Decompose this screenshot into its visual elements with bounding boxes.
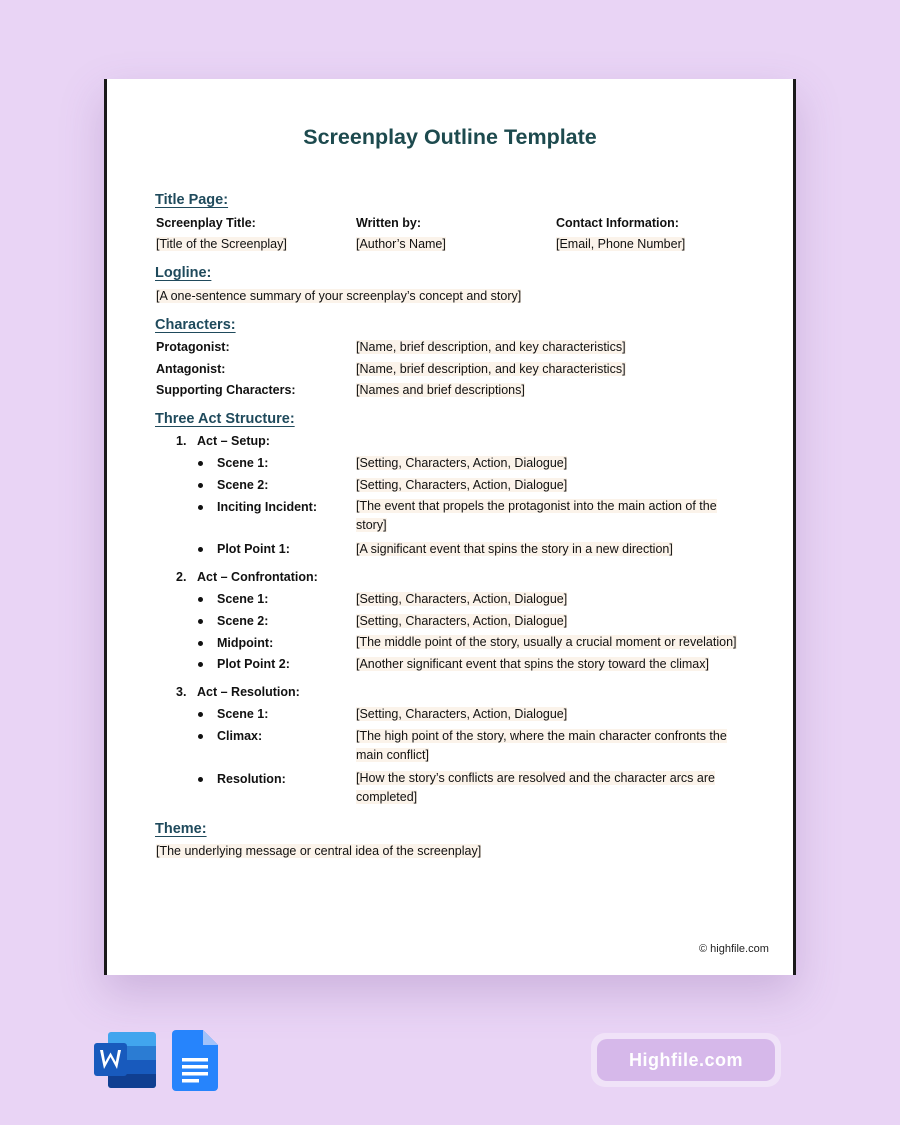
antagonist-label: Antagonist: — [156, 362, 226, 376]
bullet-icon — [198, 547, 203, 552]
protagonist-label: Protagonist: — [156, 340, 230, 354]
midpoint-label: Midpoint: — [217, 636, 274, 650]
microsoft-word-icon[interactable] — [94, 1030, 158, 1090]
act-2-number: 2. — [176, 570, 187, 584]
act-2-scene-1-value: [Setting, Characters, Action, Dialogue] — [356, 592, 568, 606]
screenplay-title-value: [Title of the Screenplay] — [156, 237, 287, 251]
act-3-title: Act – Resolution: — [197, 685, 300, 699]
act-3-scene-1-value: [Setting, Characters, Action, Dialogue] — [356, 707, 568, 721]
act-1-number: 1. — [176, 434, 187, 448]
screenplay-title-label: Screenplay Title: — [156, 216, 256, 230]
bullet-icon — [198, 734, 203, 739]
bullet-icon — [198, 641, 203, 646]
climax-label: Climax: — [217, 729, 263, 743]
bullet-icon — [198, 483, 203, 488]
midpoint-value: [The middle point of the story, usually a crucial moment or revelation] — [356, 635, 737, 649]
theme-value: [The underlying message or central idea of the screenplay] — [156, 844, 482, 858]
plot-point-1-label: Plot Point 1: — [217, 542, 290, 556]
climax-value: [The high point of the story, where the main character confronts the main conflict] — [356, 729, 727, 762]
bullet-icon — [198, 712, 203, 717]
inciting-incident-label: Inciting Incident: — [217, 500, 317, 514]
logline-heading: Logline: — [155, 265, 212, 281]
brand-label: Highfile.com — [597, 1039, 775, 1081]
plot-point-1-value: [A significant event that spins the story in a new direction] — [356, 542, 673, 556]
plot-point-2-label: Plot Point 2: — [217, 657, 290, 671]
act-2-title: Act – Confrontation: — [197, 570, 318, 584]
bullet-icon — [198, 597, 203, 602]
plot-point-2-value: [Another significant event that spins the story toward the climax] — [356, 657, 709, 671]
written-by-value: [Author’s Name] — [356, 237, 446, 251]
highfile-brand-badge[interactable] — [591, 1033, 781, 1087]
bullet-icon — [198, 461, 203, 466]
protagonist-value: [Name, brief description, and key characteristics] — [356, 340, 626, 354]
act-2-scene-2-value: [Setting, Characters, Action, Dialogue] — [356, 614, 568, 628]
resolution-label: Resolution: — [217, 772, 286, 786]
act-1-scene-2-label: Scene 2: — [217, 478, 269, 492]
bullet-icon — [198, 505, 203, 510]
act-2-scene-1-label: Scene 1: — [217, 592, 269, 606]
act-3-scene-1-label: Scene 1: — [217, 707, 269, 721]
act-3-number: 3. — [176, 685, 187, 699]
supporting-characters-label: Supporting Characters: — [156, 383, 296, 397]
act-1-title: Act – Setup: — [197, 434, 270, 448]
title-page-heading: Title Page: — [155, 192, 229, 208]
logline-value: [A one-sentence summary of your screenplay’s concept and story] — [156, 289, 522, 303]
theme-heading: Theme: — [155, 821, 207, 837]
contact-value: [Email, Phone Number] — [556, 237, 686, 251]
copyright-text: © highfile.com — [699, 943, 769, 955]
bullet-icon — [198, 662, 203, 667]
act-2-scene-2-label: Scene 2: — [217, 614, 269, 628]
document-title: Screenplay Outline Template — [303, 125, 597, 149]
written-by-label: Written by: — [356, 216, 422, 230]
act-1-scene-1-value: [Setting, Characters, Action, Dialogue] — [356, 456, 568, 470]
three-act-heading: Three Act Structure: — [155, 411, 295, 427]
bullet-icon — [198, 777, 203, 782]
characters-heading: Characters: — [155, 317, 236, 333]
google-docs-icon[interactable] — [172, 1030, 218, 1091]
contact-label: Contact Information: — [556, 216, 679, 230]
bullet-icon — [198, 619, 203, 624]
inciting-incident-value: [The event that propels the protagonist into the main action of the story] — [356, 499, 717, 532]
resolution-value: [How the story’s conflicts are resolved and the character arcs are completed] — [356, 771, 715, 804]
act-1-scene-2-value: [Setting, Characters, Action, Dialogue] — [356, 478, 568, 492]
act-1-scene-1-label: Scene 1: — [217, 456, 269, 470]
antagonist-value: [Name, brief description, and key characteristics] — [356, 362, 626, 376]
supporting-characters-value: [Names and brief descriptions] — [356, 383, 525, 397]
